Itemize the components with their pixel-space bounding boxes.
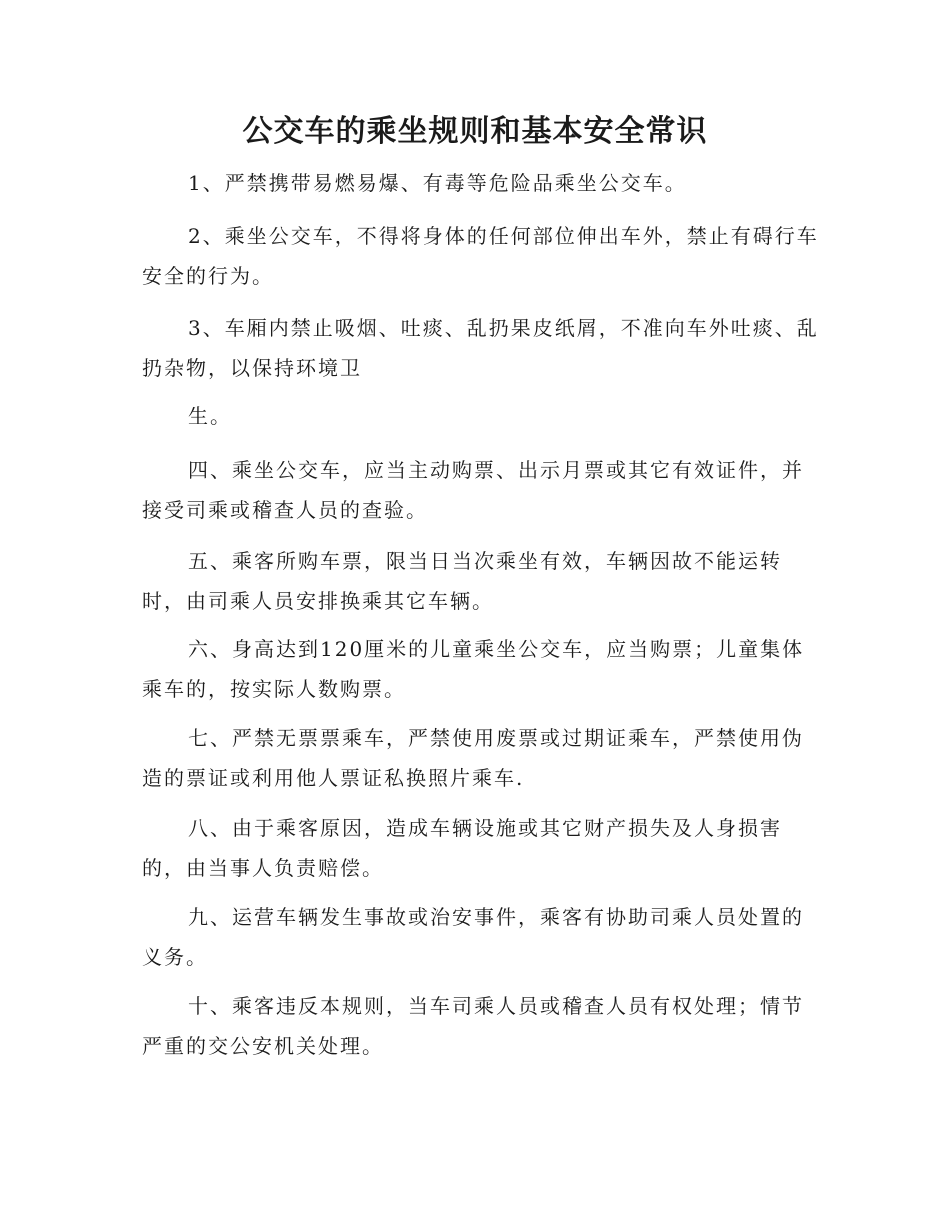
- paragraph-line: 接受司乘或稽查人员的查验。: [142, 498, 428, 522]
- paragraph-9: [142, 897, 810, 977]
- paragraph-4: [142, 450, 810, 530]
- paragraph-line: 的，由当事人负责赔偿。: [142, 856, 384, 880]
- paragraph-line: 七、严禁无票票乘车，严禁使用废票或过期证乘车，严禁使用伪: [188, 726, 804, 750]
- paragraph-line: 扔杂物，以保持环境卫: [142, 356, 362, 380]
- paragraph-5: [142, 541, 810, 621]
- paragraph-3-continued: [142, 396, 810, 436]
- paragraph-line: 八、由于乘客原因，造成车辆设施或其它财产损失及人身损害: [188, 816, 782, 840]
- paragraph-line: 生。: [188, 404, 232, 428]
- paragraph-6: [142, 629, 810, 709]
- paragraph-line: 造的票证或利用他人票证私换照片乘车.: [142, 766, 525, 790]
- paragraph-line: 1、严禁携带易燃易爆、有毒等危险品乘坐公交车。: [188, 171, 687, 195]
- document-title: 公交车的乘坐规则和基本安全常识: [242, 114, 708, 149]
- paragraph-line: 乘车的，按实际人数购票。: [142, 677, 406, 701]
- paragraph-10: [142, 986, 810, 1066]
- paragraph-line: 五、乘客所购车票，限当日当次乘坐有效，车辆因故不能运转: [188, 549, 782, 573]
- paragraph-2: [142, 216, 819, 296]
- paragraph-line: 安全的行为。: [142, 264, 274, 288]
- paragraph-7: [142, 718, 810, 798]
- paragraph-line: 严重的交公安机关处理。: [142, 1034, 384, 1058]
- paragraph-1: [142, 163, 810, 203]
- paragraph-line: 六、身高达到120厘米的儿童乘坐公交车，应当购票；儿童集体: [188, 637, 805, 661]
- paragraph-line: 十、乘客违反本规则，当车司乘人员或稽查人员有权处理；情节: [188, 994, 804, 1018]
- paragraph-3: [142, 308, 819, 388]
- paragraph-line: 义务。: [142, 945, 208, 969]
- paragraph-line: 时，由司乘人员安排换乘其它车辆。: [142, 589, 494, 613]
- paragraph-line: 2、乘坐公交车，不得将身体的任何部位伸出车外，禁止有碍行车: [188, 224, 819, 248]
- paragraph-line: 九、运营车辆发生事故或治安事件，乘客有协助司乘人员处置的: [188, 905, 804, 929]
- paragraph-line: 四、乘坐公交车，应当主动购票、出示月票或其它有效证件，并: [188, 458, 804, 482]
- paragraph-8: [142, 808, 810, 888]
- paragraph-line: 3、车厢内禁止吸烟、吐痰、乱扔果皮纸屑，不准向车外吐痰、乱: [188, 316, 819, 340]
